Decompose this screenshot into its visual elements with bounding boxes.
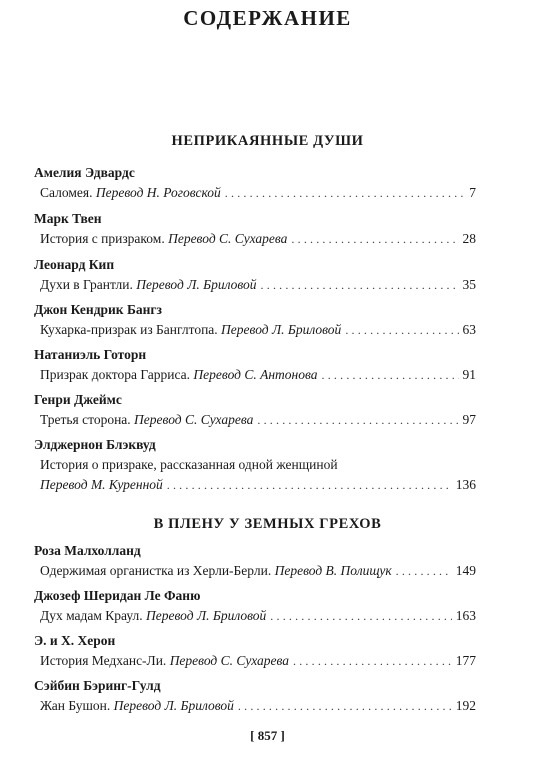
toc-author: Джон Кендрик Бангз: [34, 302, 162, 317]
entry-translator: Перевод С. Сухарева: [134, 412, 254, 427]
toc-author: Натаниэль Готорн: [34, 347, 147, 362]
dot-leader: [293, 653, 452, 669]
entry-translator: Перевод Л. Бриловой: [136, 277, 257, 292]
dot-leader: [238, 698, 452, 714]
entry-title: Духи в Грантли.: [40, 277, 133, 292]
entry-page-number: 136: [455, 477, 476, 492]
toc-author: Сэйбин Бэринг-Гулд: [34, 678, 161, 693]
toc-entry[interactable]: [40, 367, 476, 383]
entry-title: Саломея.: [40, 185, 93, 200]
dot-leader: [396, 563, 452, 579]
toc-entry[interactable]: [40, 322, 476, 338]
toc-entry[interactable]: [40, 653, 476, 669]
toc-entry[interactable]: [40, 608, 476, 624]
dot-leader: [261, 277, 459, 293]
toc-author: Амелия Эдвардс: [34, 165, 135, 180]
entry-title: Жан Бушон.: [40, 698, 111, 713]
entry-translator: Перевод В. Полищук: [274, 563, 392, 578]
entry-title: Призрак доктора Гарриса.: [40, 367, 191, 382]
toc-entry[interactable]: [40, 457, 476, 493]
entry-page-number: 149: [455, 563, 476, 578]
entry-translator: Перевод С. Сухарева: [169, 653, 290, 668]
toc-entry[interactable]: [40, 412, 476, 428]
toc-author: Генри Джеймс: [34, 392, 122, 407]
section-title: В ПЛЕНУ У ЗЕМНЫХ ГРЕХОВ: [153, 516, 382, 532]
entry-page-number: 91: [462, 367, 476, 382]
toc-entry[interactable]: [40, 698, 476, 714]
section-title: НЕПРИКАЯННЫЕ ДУШИ: [171, 133, 364, 149]
dot-leader: [322, 367, 459, 383]
entry-title: Одержимая органистка из Херли-Берли.: [40, 563, 272, 578]
entry-page-number: 163: [455, 608, 476, 623]
dot-leader: [167, 477, 452, 493]
entry-page-number: 177: [455, 653, 476, 668]
entry-page-number: 97: [462, 412, 476, 427]
entry-title: Дух мадам Краул.: [40, 608, 143, 623]
entry-translator: Перевод Н. Роговской: [95, 185, 221, 200]
entry-title: История о призраке, рассказанная одной женщиной: [40, 457, 338, 472]
entry-page-number: 63: [462, 322, 476, 337]
entry-translator: Перевод Л. Бриловой: [113, 698, 234, 713]
entry-title: История с призраком.: [40, 231, 165, 246]
entry-page-number: 28: [462, 231, 476, 246]
toc-entry[interactable]: [40, 185, 476, 201]
entry-translator: Перевод С. Антонова: [193, 367, 318, 382]
entry-translator: Перевод Л. Бриловой: [146, 608, 267, 623]
entry-translator: Перевод С. Сухарева: [168, 231, 288, 246]
entry-title: Кухарка-призрак из Банглтопа.: [40, 322, 218, 337]
entry-title: Третья сторона.: [40, 412, 131, 427]
toc-author: Джозеф Шеридан Ле Фаню: [34, 588, 201, 603]
page-title: СОДЕРЖАНИЕ: [183, 6, 352, 30]
toc-author: Э. и Х. Херон: [34, 633, 116, 648]
dot-leader: [270, 608, 451, 624]
dot-leader: [257, 412, 458, 428]
toc-author: Роза Малхолланд: [34, 543, 141, 558]
entry-title: История Медханс-Ли.: [40, 653, 167, 668]
entry-translator: Перевод М. Куренной: [40, 477, 163, 492]
toc-author: Леонард Кип: [34, 257, 115, 272]
toc-entry[interactable]: [40, 277, 476, 293]
entry-translator: Перевод Л. Бриловой: [221, 322, 342, 337]
dot-leader: [345, 322, 458, 338]
page-folio: [ 857 ]: [250, 728, 285, 743]
dot-leader: [291, 231, 458, 247]
toc-entry[interactable]: [40, 231, 476, 247]
toc-author: Марк Твен: [34, 211, 102, 226]
dot-leader: [225, 185, 465, 201]
toc-entry[interactable]: [40, 563, 476, 579]
entry-page-number: 35: [462, 277, 476, 292]
toc-author: Элджернон Блэквуд: [34, 437, 156, 452]
entry-page-number: 7: [469, 185, 476, 200]
entry-page-number: 192: [455, 698, 476, 713]
